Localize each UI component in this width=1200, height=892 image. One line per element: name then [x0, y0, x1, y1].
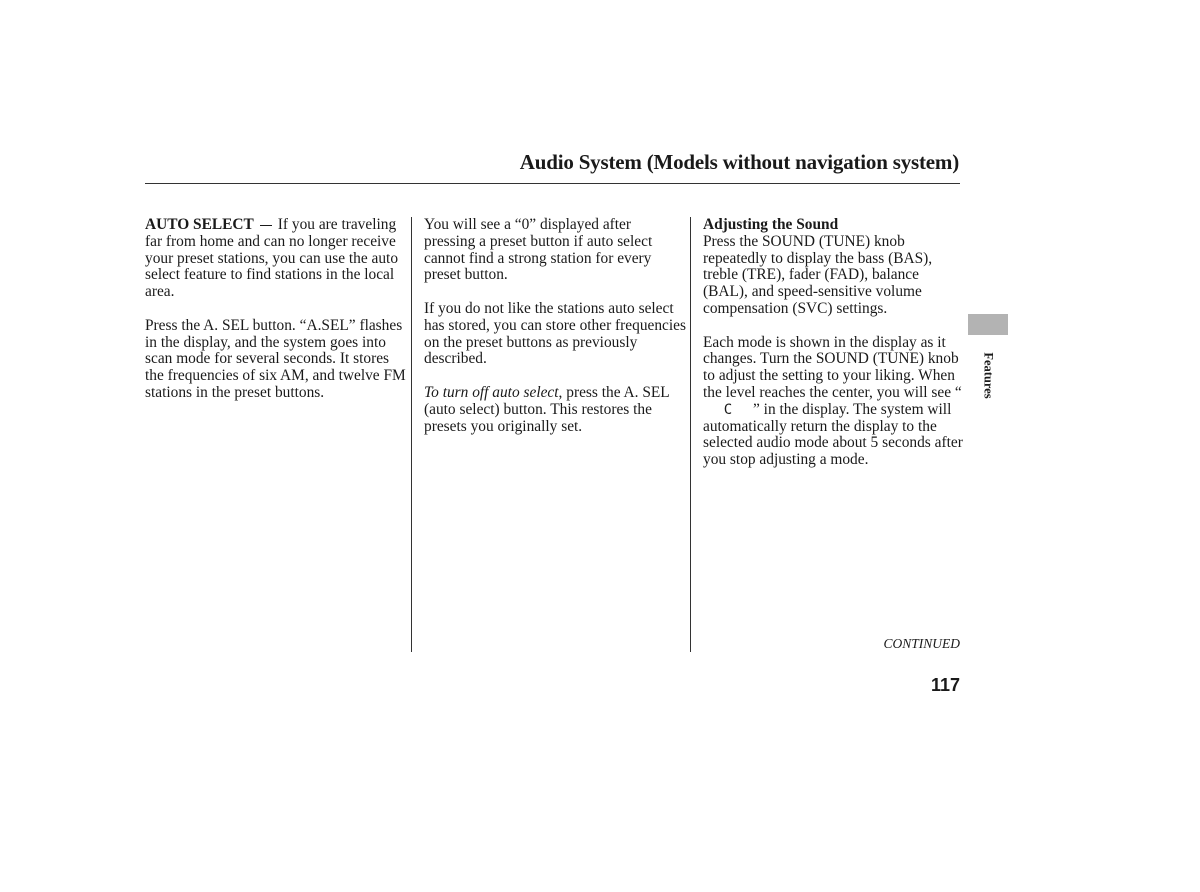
mode-display-paragraph: [703, 335, 965, 469]
em-dash: [260, 225, 272, 226]
mode-text-after: ” in the display. The system will automatically return the display to the selected audio mode about 5 seconds after you stop adjusting a mode.: [703, 400, 963, 469]
turn-off-text: , press the A. SEL (auto select) button. This restores the presets you originally set.: [424, 383, 670, 435]
column-2: [424, 217, 686, 452]
page-title: Audio System (Models without navigation system): [519, 150, 959, 174]
auto-select-text: If you are traveling far from home and can no longer receive your preset stations, you can use the auto select feature to find stations in the local area.: [145, 216, 399, 301]
adjusting-sound-heading: Adjusting the Sound: [703, 216, 839, 233]
section-tab: [968, 314, 1008, 335]
store-other-paragraph: If you do not like the stations auto select has stored, you can store other frequencies on the preset buttons as previously described.: [424, 299, 686, 368]
auto-select-heading: AUTO SELECT: [145, 216, 254, 233]
turn-off-label: To turn off auto select: [424, 383, 559, 401]
asel-paragraph: Press the A. SEL button. “A.SEL” flashes in the display, and the system goes into scan mode for several seconds. It stores the frequencies of six AM, and twelve FM stations in the preset buttons.: [145, 316, 406, 401]
column-divider-1: [411, 217, 412, 652]
sound-knob-paragraph: Press the SOUND (TUNE) knob repeatedly to display the bass (BAS), treble (TRE), fader (FAD), balance (BAL), and speed-sensitive volume compensation (SVC) settings.: [703, 232, 933, 317]
continued-label: CONTINUED: [883, 636, 960, 651]
auto-select-paragraph: [145, 217, 407, 301]
zero-display-paragraph: You will see a “0” displayed after pressing a preset button if auto select cannot find a strong station for every preset button.: [424, 216, 653, 284]
column-3: [703, 217, 965, 486]
header-rule: [145, 183, 960, 184]
turn-off-paragraph: [424, 385, 686, 435]
column-divider-2: [690, 217, 691, 652]
column-1: [145, 217, 407, 419]
section-label: Features: [981, 352, 996, 399]
page-number: 117: [930, 675, 960, 695]
center-symbol-glyph: C: [723, 401, 733, 418]
mode-text-before: Each mode is shown in the display as it changes. Turn the SOUND (TUNE) knob to adjust the setting to your liking. When the level reaches the center, you will see “: [703, 333, 962, 401]
